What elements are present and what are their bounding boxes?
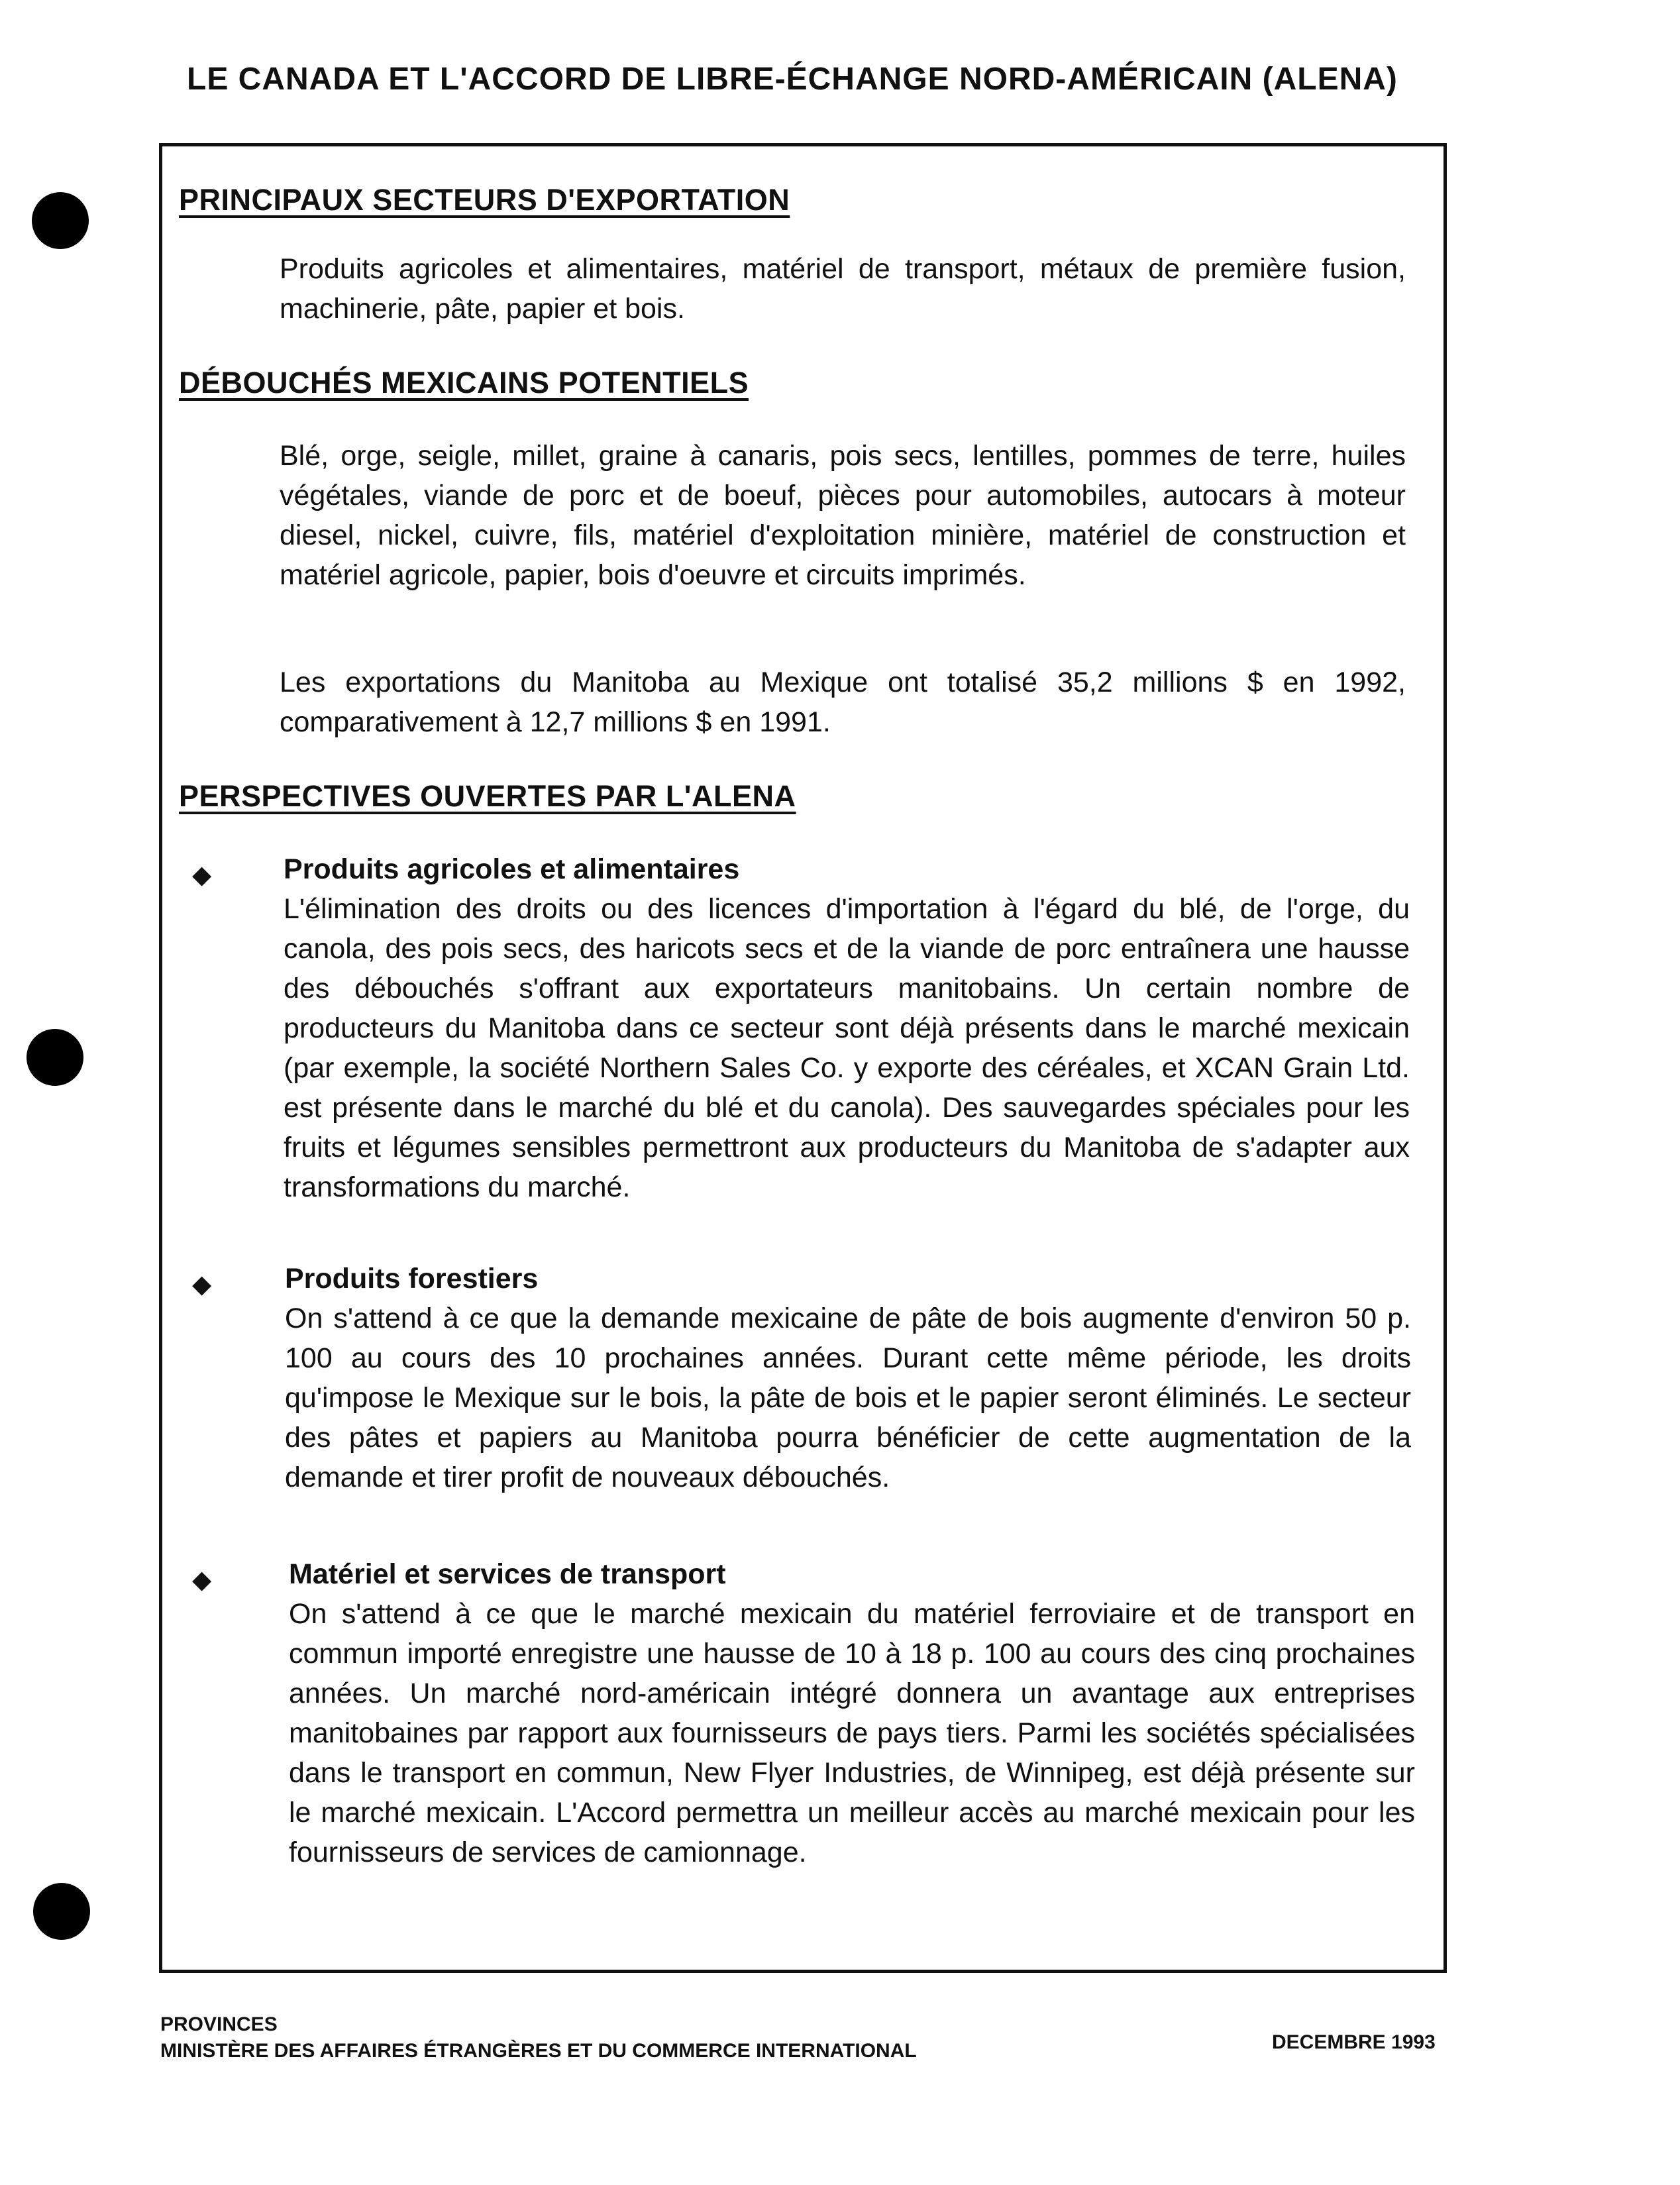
mexican-opportunities-heading: DÉBOUCHÉS MEXICAINS POTENTIELS [179, 366, 749, 400]
perspective-item-title: Produits agricoles et alimentaires [284, 853, 740, 885]
footer-provinces: PROVINCES [160, 2013, 278, 2035]
bullet-diamond-icon: ◆ [192, 1566, 212, 1594]
perspective-item [284, 849, 1410, 1207]
perspective-item-text: On s'attend à ce que le marché mexicain du matériel ferroviaire et de transport en commun importé enregistre une hausse de 10 à 18 p. 100 au cours des cinq prochaines années. Un marché nord-américain intégré donnera un avantage aux entreprises manitobaines par rapport aux fournisseurs de pays tiers. Parmi les sociétés spécialisées dans le transport en commun, New Flyer Industries, de Winnipeg, est déjà présente sur le marché mexicain. L'Accord permettra un meilleur accès au marché mexicain pour les fournisseurs de services de camionnage. [289, 1598, 1415, 1868]
perspective-item [285, 1259, 1411, 1497]
footer-ministry: MINISTÈRE DES AFFAIRES ÉTRANGÈRES ET DU COMMERCE INTERNATIONAL [160, 2040, 917, 2062]
perspectives-heading: PERSPECTIVES OUVERTES PAR L'ALENA [179, 779, 796, 813]
punch-hole-top [32, 192, 89, 249]
mexican-opportunities-text: Blé, orge, seigle, millet, graine à canaris, pois secs, lentilles, pommes de terre, huiles végétales, viande de porc et de boeuf, pièces pour automobiles, autocars à moteur diesel, nickel, cuivre, fils, matériel d'exploitation minière, matériel de construction et matériel agricole, papier, bois d'oeuvre et circuits imprimés. [280, 440, 1406, 591]
perspective-item-text: L'élimination des droits ou des licences d'importation à l'égard du blé, de l'orge, du canola, des pois secs, des haricots secs et de la viande de porc entraînera une hausse des débouchés s'offrant aux exportateurs manitobains. Un certain nombre de producteurs du Manitoba dans ce secteur sont déjà présents dans le marché mexicain (par exemple, la société Northern Sales Co. y exporte des céréales, et XCAN Grain Ltd. est présente dans le marché du blé et du canola). Des sauvegardes spéciales pour les fruits et légumes sensibles permettront aux producteurs du Manitoba de s'adapter aux transformations du marché. [284, 893, 1410, 1203]
perspective-item [289, 1554, 1415, 1872]
export-sectors-text: Produits agricoles et alimentaires, matériel de transport, métaux de première fusion, machinerie, pâte, papier et bois. [280, 253, 1406, 325]
footer-date: DECEMBRE 1993 [1272, 2031, 1436, 2053]
perspective-item-title: Produits forestiers [285, 1263, 539, 1295]
punch-hole-bottom [33, 1883, 90, 1940]
export-sectors-heading: PRINCIPAUX SECTEURS D'EXPORTATION [179, 183, 790, 217]
page-title: LE CANADA ET L'ACCORD DE LIBRE-ÉCHANGE NORD-AMÉRICAIN (ALENA) [187, 62, 1398, 97]
manitoba-exports-note: Les exportations du Manitoba au Mexique ont totalisé 35,2 millions $ en 1992, comparativement à 12,7 millions $ en 1991. [280, 666, 1406, 738]
bullet-diamond-icon: ◆ [192, 861, 212, 889]
perspective-item-text: On s'attend à ce que la demande mexicaine de pâte de bois augmente d'environ 50 p. 100 au cours des 10 prochaines années. Durant cette même période, les droits qu'impose le Mexique sur le bois, la pâte de bois et le papier seront éliminés. Le secteur des pâtes et papiers au Manitoba pourra bénéficier de cette augmentation de la demande et tirer profit de nouveaux débouchés. [285, 1303, 1411, 1493]
bullet-diamond-icon: ◆ [192, 1271, 212, 1299]
perspective-item-title: Matériel et services de transport [289, 1558, 726, 1590]
punch-hole-middle [26, 1029, 83, 1086]
footer-publisher [160, 2011, 917, 2064]
